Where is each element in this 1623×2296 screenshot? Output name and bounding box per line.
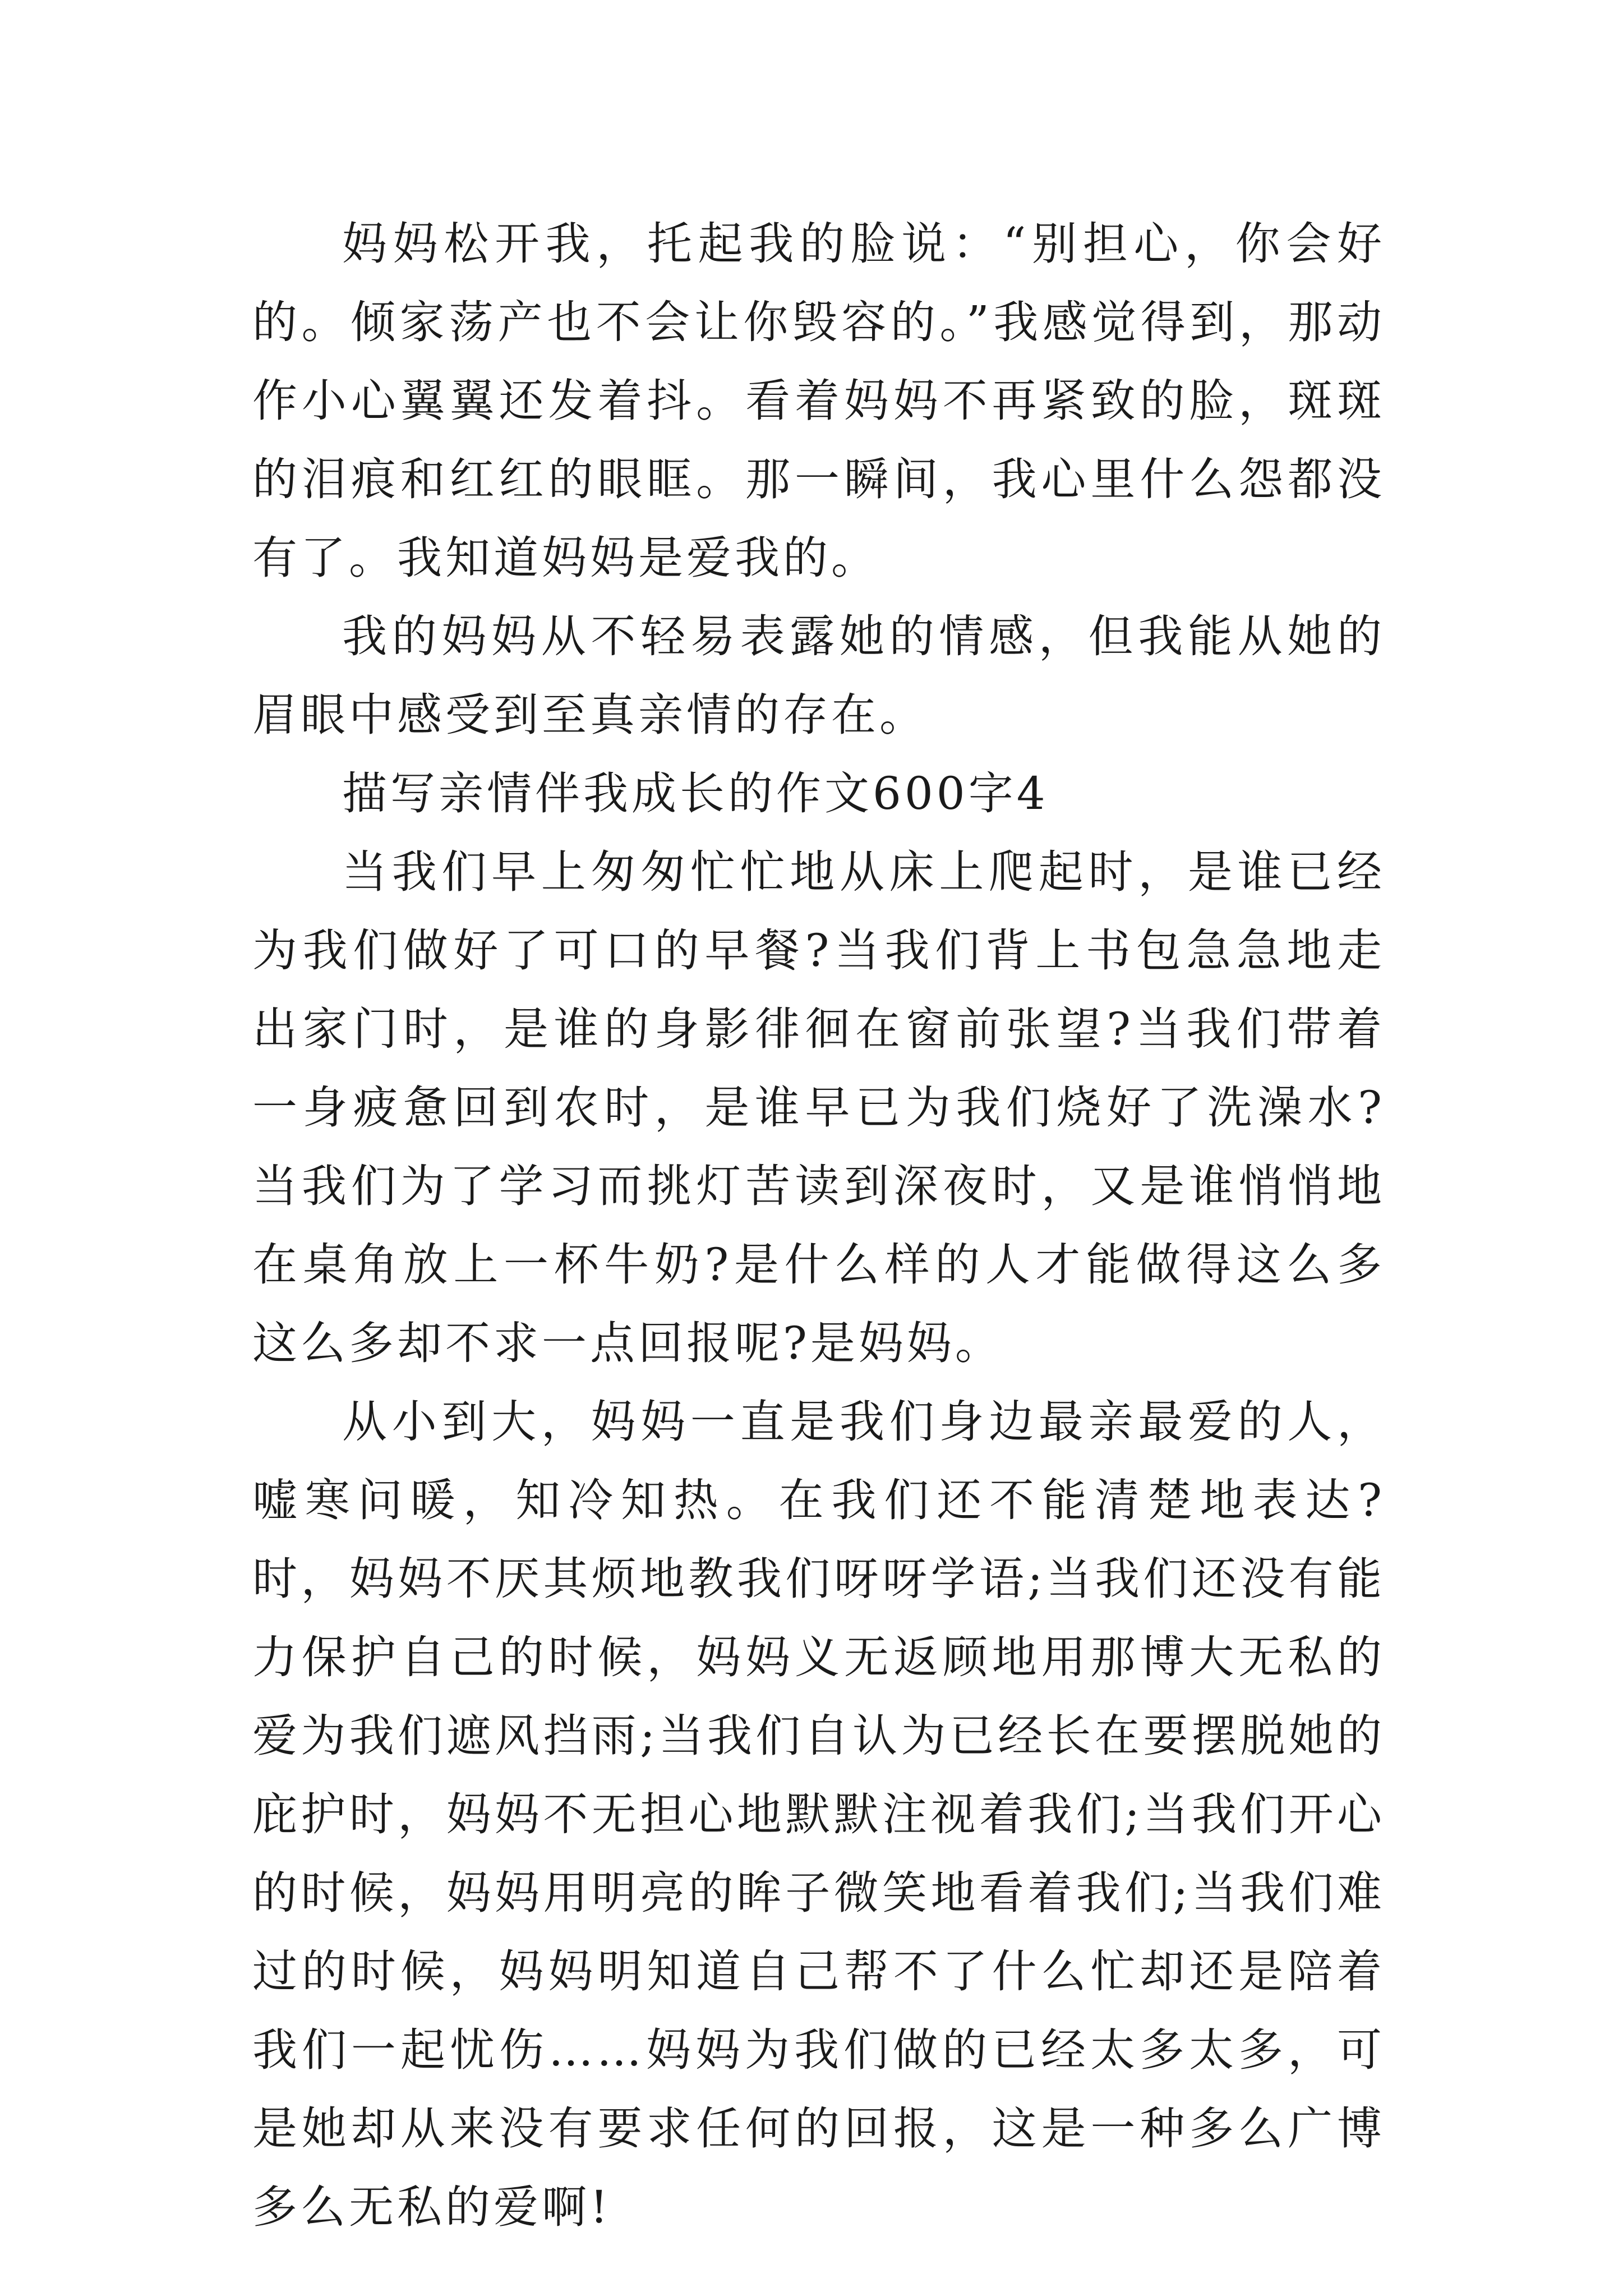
paragraph-who-cares: 当我们早上匆匆忙忙地从床上爬起时，是谁已经为我们做好了可口的早餐?当我们背上书包急急地走出家门时，是谁的身影徘徊在窗前张望?当我们带着一身疲惫回到农时，是谁早已为我们烧好了洗澡水?当我们为了学习而挑灯苦读到深夜时，又是谁悄悄地在桌角放上一杯牛奶?是什么样的人才能做得这么多这么多却不求一点回报呢?是妈妈。	[252, 846, 1385, 1369]
paragraph-mother-emotion: 我的妈妈从不轻易表露她的情感，但我能从她的眉眼中感受到至真亲情的存在。	[252, 610, 1385, 741]
paragraph-mother-comfort: 妈妈松开我，托起我的脸说：“别担心，你会好的。倾家荡产也不会让你毁容的。”我感觉得到，那动作小心翼翼还发着抖。看着妈妈不再紧致的脸，斑斑的泪痕和红红的眼眶。那一瞬间，我心里什么怨都没有了。我知道妈妈是爱我的。	[252, 218, 1385, 584]
paragraph-mother-love: 从小到大，妈妈一直是我们身边最亲最爱的人，嘘寒问暖，知冷知热。在我们还不能清楚地表达?时，妈妈不厌其烦地教我们呀呀学语;当我们还没有能力保护自己的时候，妈妈义无返顾地用那博大无私的爱为我们遮风挡雨;当我们自认为已经长在要摆脱她的庇护时，妈妈不无担心地默默注视着我们;当我们开心的时候，妈妈用明亮的眸子微笑地看着我们;当我们难过的时候，妈妈明知道自己帮不了什么忙却还是陪着我们一起忧伤……妈妈为我们做的已经太多太多，可是她却从来没有要求任何的回报，这是一种多么广博多么无私的爱啊!	[252, 1396, 1385, 2233]
section-heading: 描写亲情伴我成长的作文600字4	[342, 767, 1049, 820]
document-body	[252, 205, 1385, 2247]
